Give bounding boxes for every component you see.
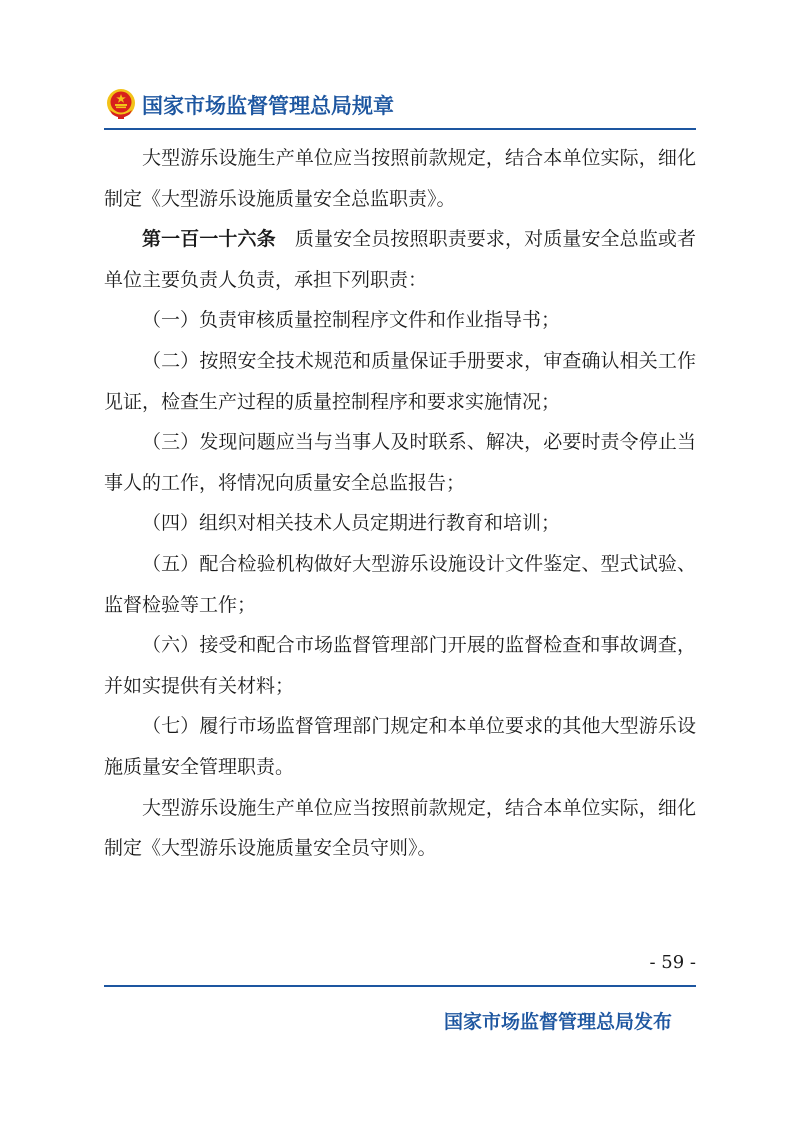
list-item: （四）组织对相关技术人员定期进行教育和培训； <box>142 512 561 535</box>
paragraph: 大型游乐设施生产单位应当按照前款规定，结合本单位实际，细化制定《大型游乐设施质量安全总监职责》。 <box>104 147 696 210</box>
paragraph: 大型游乐设施生产单位应当按照前款规定，结合本单位实际，细化制定《大型游乐设施质量安全员守则》。 <box>104 796 696 860</box>
header-title: 国家市场监督管理总局规章 <box>142 94 394 118</box>
article-paragraph: 第一百一十六条 质量安全员按照职责要求，对质量安全总监或者单位主要负责人负责，承担下列职责： <box>104 228 696 291</box>
article-body <box>104 138 696 869</box>
header-divider <box>104 128 696 130</box>
page-number: - 59 - <box>649 952 696 973</box>
list-item: （二）按照安全技术规范和质量保证手册要求，审查确认相关工作见证，检查生产过程的质量控制程序和要求实施情况； <box>104 349 696 413</box>
list-item: （六）接受和配合市场监督管理部门开展的监督检查和事故调查，并如实提供有关材料； <box>104 634 696 697</box>
list-item: （一）负责审核质量控制程序文件和作业指导书； <box>142 309 561 332</box>
list-item: （七）履行市场监督管理部门规定和本单位要求的其他大型游乐设施质量安全管理职责。 <box>104 715 696 778</box>
page-header <box>104 84 696 128</box>
list-item: （五）配合检验机构做好大型游乐设施设计文件鉴定、型式试验、监督检验等工作； <box>104 552 696 616</box>
national-emblem-icon <box>106 88 136 120</box>
list-item: （三）发现问题应当与当事人及时联系、解决，必要时责令停止当事人的工作，将情况向质量安全总监报告； <box>104 431 696 494</box>
footer-divider <box>104 985 696 987</box>
article-heading: 第一百一十六条 <box>142 228 276 251</box>
footer-publisher: 国家市场监督管理总局发布 <box>443 1011 672 1033</box>
